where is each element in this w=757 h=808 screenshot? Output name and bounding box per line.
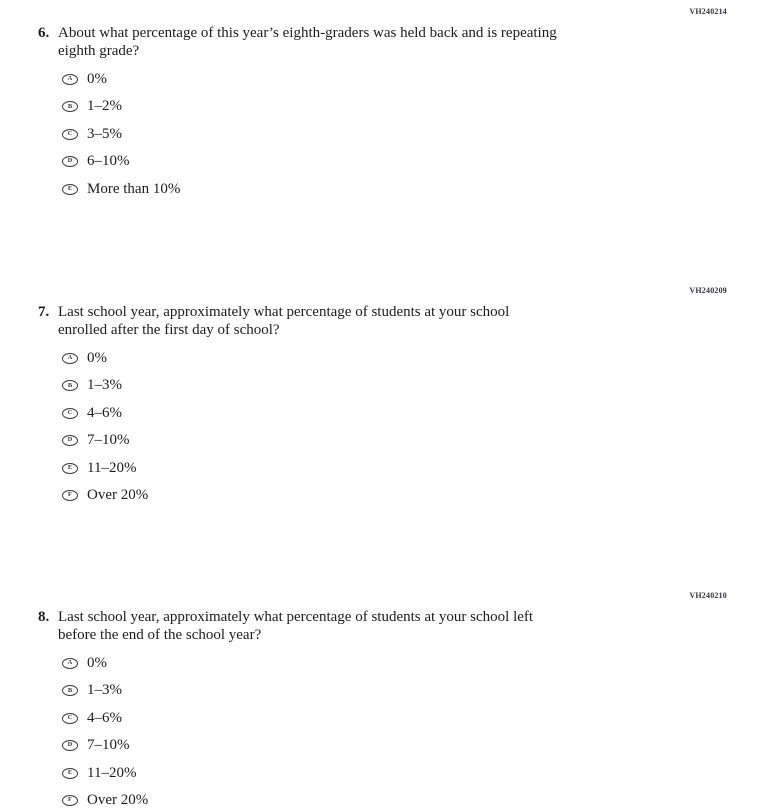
answer-bubble-icon[interactable]: E [62,184,78,195]
answer-option-a[interactable] [62,350,148,367]
answer-bubble-icon[interactable]: F [62,490,78,501]
question-text [58,608,533,644]
question-code: VH240209 [689,286,727,295]
answer-option-d[interactable] [62,737,148,754]
answer-bubble-icon[interactable]: F [62,795,78,806]
answer-bubble-icon[interactable]: A [62,658,78,669]
answer-option-f[interactable] [62,792,148,808]
answer-option-label: Over 20% [87,486,149,503]
answer-option-c[interactable] [62,126,180,143]
question-text-line1: Last school year, approximately what percentage of students at your school left [58,609,534,625]
answer-option-label: 6–10% [87,153,130,170]
answer-option-label: Over 20% [87,791,149,808]
answer-option-label: 1–2% [87,98,122,115]
answer-option-label: 0% [87,655,107,671]
question-code: VH240214 [689,7,727,16]
answer-bubble-icon[interactable]: D [62,435,78,446]
answer-options [62,71,180,208]
answer-bubble-icon[interactable]: C [62,713,78,724]
answer-option-label: 1–3% [87,682,122,699]
answer-options [62,350,148,514]
question-number: 8. [38,609,50,625]
question-7 [38,303,509,339]
answer-option-label: More than 10% [87,180,181,197]
answer-option-e[interactable] [62,765,148,782]
answer-bubble-icon[interactable]: C [62,408,78,419]
answer-option-c[interactable] [62,405,148,422]
answer-option-label: 11–20% [87,459,137,476]
answer-option-label: 0% [87,350,107,366]
answer-bubble-icon[interactable]: B [62,685,78,696]
answer-option-label: 7–10% [87,737,130,754]
answer-option-a[interactable] [62,71,180,88]
answer-bubble-icon[interactable]: D [62,156,78,167]
question-code: VH240210 [689,591,727,600]
answer-option-label: 0% [87,71,107,87]
answer-bubble-icon[interactable]: E [62,463,78,474]
question-text-line2: before the end of the school year? [58,627,262,643]
answer-option-label: 4–6% [87,404,122,421]
question-number: 6. [38,25,50,41]
question-text-line2: eighth grade? [58,43,140,59]
answer-bubble-icon[interactable]: C [62,129,78,140]
question-text-line2: enrolled after the first day of school? [58,322,280,338]
answer-option-b[interactable] [62,682,148,699]
question-text [58,24,557,60]
answer-option-e[interactable] [62,181,180,198]
question-text [58,303,509,339]
question-number: 7. [38,304,50,320]
answer-option-a[interactable] [62,655,148,672]
answer-option-b[interactable] [62,377,148,394]
answer-options [62,655,148,808]
answer-bubble-icon[interactable]: B [62,101,78,112]
answer-option-label: 3–5% [87,125,122,142]
answer-option-label: 1–3% [87,377,122,394]
answer-option-e[interactable] [62,460,148,477]
answer-option-f[interactable] [62,487,148,504]
answer-option-c[interactable] [62,710,148,727]
answer-option-label: 7–10% [87,432,130,449]
answer-bubble-icon[interactable]: E [62,768,78,779]
answer-option-d[interactable] [62,153,180,170]
answer-option-b[interactable] [62,98,180,115]
answer-bubble-icon[interactable]: A [62,353,78,364]
question-text-line1: Last school year, approximately what percentage of students at your school [58,304,510,320]
answer-bubble-icon[interactable]: D [62,740,78,751]
answer-bubble-icon[interactable]: A [62,74,78,85]
answer-option-label: 4–6% [87,709,122,726]
question-text-line1: About what percentage of this year’s eighth-graders was held back and is repeating [58,25,557,41]
question-8 [38,608,533,644]
answer-option-d[interactable] [62,432,148,449]
question-6 [38,24,557,60]
answer-bubble-icon[interactable]: B [62,380,78,391]
answer-option-label: 11–20% [87,764,137,781]
